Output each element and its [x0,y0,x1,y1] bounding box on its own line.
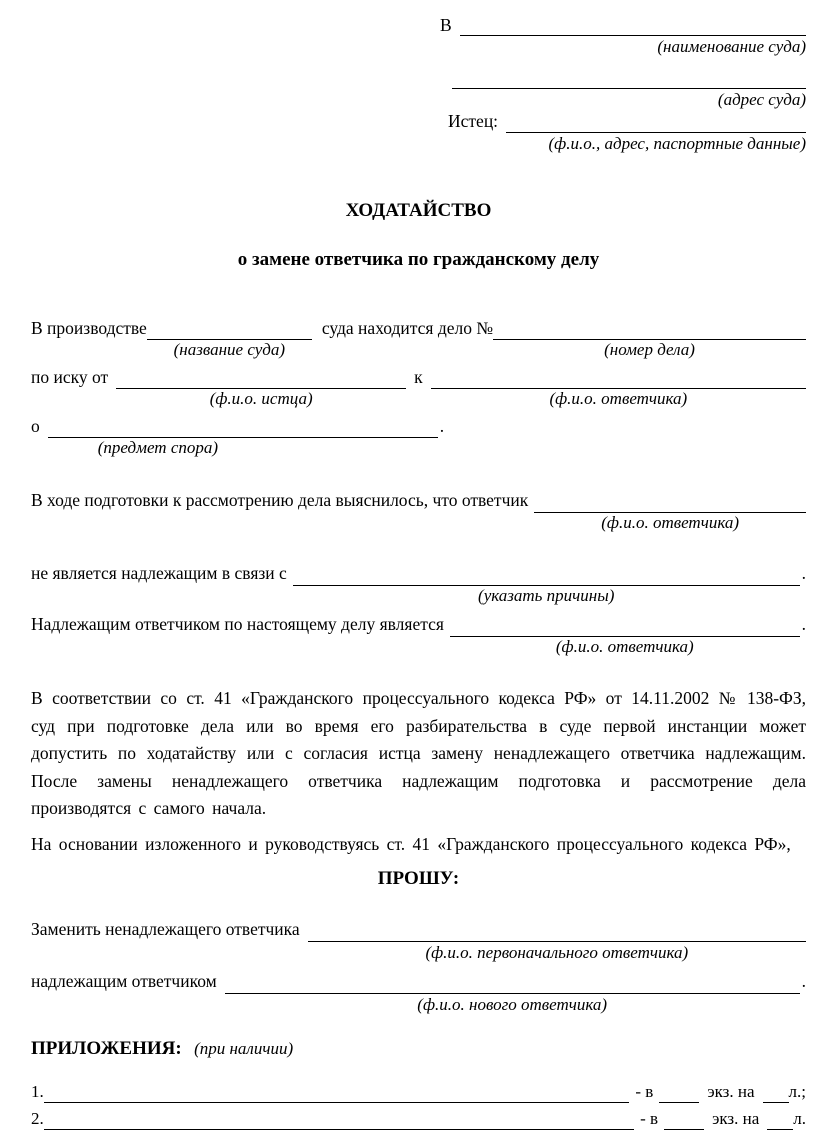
new-defendant-period: . [801,971,806,991]
court-address-blank [452,57,806,89]
court-address-caption: (адрес суда) [717,90,806,109]
discovered-text: В ходе подготовки к рассмотрению дела выяснилось, что ответчик [31,490,529,510]
attachment-2-copies-field [664,1109,704,1130]
attachment-2-name-field [44,1109,634,1130]
original-defendant-caption: (ф.и.о. первоначального ответчика) [425,943,689,962]
attachment-1-copies-field [659,1082,699,1103]
attachment-2-copies-blank [664,1109,704,1130]
request-heading: ПРОШУ: [377,868,460,889]
court-header-block [440,16,806,154]
attachment-2-name-blank [44,1109,634,1130]
attachment-2-pages-field [767,1109,793,1130]
plaintiff-row [448,110,806,133]
reasons-blank [293,561,800,586]
attachment-2-pages-blank [767,1109,793,1130]
legal-basis-paragraph: В соответствии со ст. 41 «Гражданского процессуального кодекса РФ» от 14.11.2002 № 138-ФЗ, суд при подготовке дела или во время его разбирательства в суде первой инстанции может допустить по ходатайству или с согласия истца замену ненадлежащего ответчика надлежащим. После замены ненадлежащего ответчика надлежащим подготовка и рассмотрение дела производятся с самого начала. [31,688,806,818]
attachment-1-number: 1. [31,1082,44,1101]
replace-row [31,917,806,969]
production-prefix: В производстве [31,318,147,338]
replace-text: Заменить ненадлежащего ответчика [31,919,300,939]
reasons-caption: (указать причины) [478,586,615,605]
original-defendant-field [308,917,806,969]
request-section [31,917,806,1021]
case-production-row [31,317,806,366]
attachment-1-pages-unit: л.; [788,1082,806,1101]
plaintiff-label: Истец: [448,111,499,131]
vs-text: к [414,367,423,387]
attachment-1-name-blank [44,1082,630,1103]
attachment-1-pages-field [763,1082,789,1103]
improper-row [31,561,806,612]
court-name-field-caption: (название суда) [173,340,286,359]
case-info-section [31,317,806,464]
proper-period: . [801,614,806,634]
proper-row [31,612,806,663]
court-prefix: В [440,15,452,35]
case-mid-text: суда находится дело № [321,318,494,338]
court-name-blank [460,16,806,36]
attachment-1-name-field [44,1082,630,1103]
conclusion-paragraph: На основании изложенного и руководствуясь ст. 41 «Гражданского процессуального кодекса РФ», [31,833,791,854]
case-number-field [493,317,806,366]
defendant-name-caption: (ф.и.о. ответчика) [549,389,688,408]
attachment-1-copies-blank [659,1082,699,1103]
court-name-field-blank [147,317,312,340]
new-defendant-text: надлежащим ответчиком [31,971,217,991]
attachments-list [31,1082,806,1130]
improper-text: не является надлежащим в связи с [31,563,287,583]
case-number-blank [493,317,806,340]
attachment-2-number: 2. [31,1109,44,1128]
findings-section [31,488,806,663]
new-defendant-caption: (ф.и.о. нового ответчика) [417,995,608,1014]
attachment-1-pages-blank [763,1082,789,1103]
defendant-name-field [431,366,806,415]
proper-defendant-field [450,612,800,663]
proper-text: Надлежащим ответчиком по настоящему делу является [31,614,444,634]
reasons-field [293,561,800,612]
attachment-1-copies-prefix: - в [635,1082,654,1101]
subject-prefix: о [31,416,40,436]
subject-caption: (предмет спора) [97,438,219,457]
attachments-heading: ПРИЛОЖЕНИЯ: [31,1038,182,1059]
defendant-name-blank [431,366,806,389]
case-subject-row [31,415,806,464]
court-address-row [452,57,806,89]
attachments-note: (при наличии) [194,1039,294,1058]
case-number-caption: (номер дела) [604,340,695,359]
attachment-item-2 [31,1109,806,1130]
case-claim-row [31,366,806,415]
proper-defendant-blank [450,612,800,637]
discovered-defendant-field [534,488,806,561]
plaintiff-blank [506,110,806,133]
document-title: ХОДАТАЙСТВО [345,200,492,221]
subject-blank [48,415,438,438]
plaintiff-name-caption: (ф.и.о. истца) [209,389,313,408]
claim-prefix: по иску от [31,367,109,387]
proper-defendant-caption: (ф.и.о. ответчика) [555,637,694,656]
discovered-row [31,488,806,561]
original-defendant-blank [308,917,806,942]
document-subtitle: о замене ответчика по гражданскому делу [237,249,600,270]
attachment-2-copies-unit: экз. на [712,1109,760,1128]
attachment-2-pages-unit: л. [793,1109,806,1128]
court-name-row [440,16,806,36]
plaintiff-name-field [116,366,406,415]
new-defendant-row [31,969,806,1021]
new-defendant-field [225,969,800,1021]
attachment-item-1 [31,1082,806,1103]
improper-period: . [801,563,806,583]
plaintiff-caption: (ф.и.о., адрес, паспортные данные) [548,134,806,153]
attachments-heading-row [31,1037,806,1060]
new-defendant-blank [225,969,800,994]
court-name-field [147,317,312,366]
attachment-1-copies-unit: экз. на [707,1082,755,1101]
discovered-defendant-caption: (ф.и.о. ответчика) [601,513,740,532]
plaintiff-name-blank [116,366,406,389]
discovered-defendant-blank [534,488,806,513]
attachment-2-copies-prefix: - в [640,1109,659,1128]
subject-field [48,415,438,464]
court-name-caption: (наименование суда) [657,37,806,56]
subject-period: . [439,416,445,436]
